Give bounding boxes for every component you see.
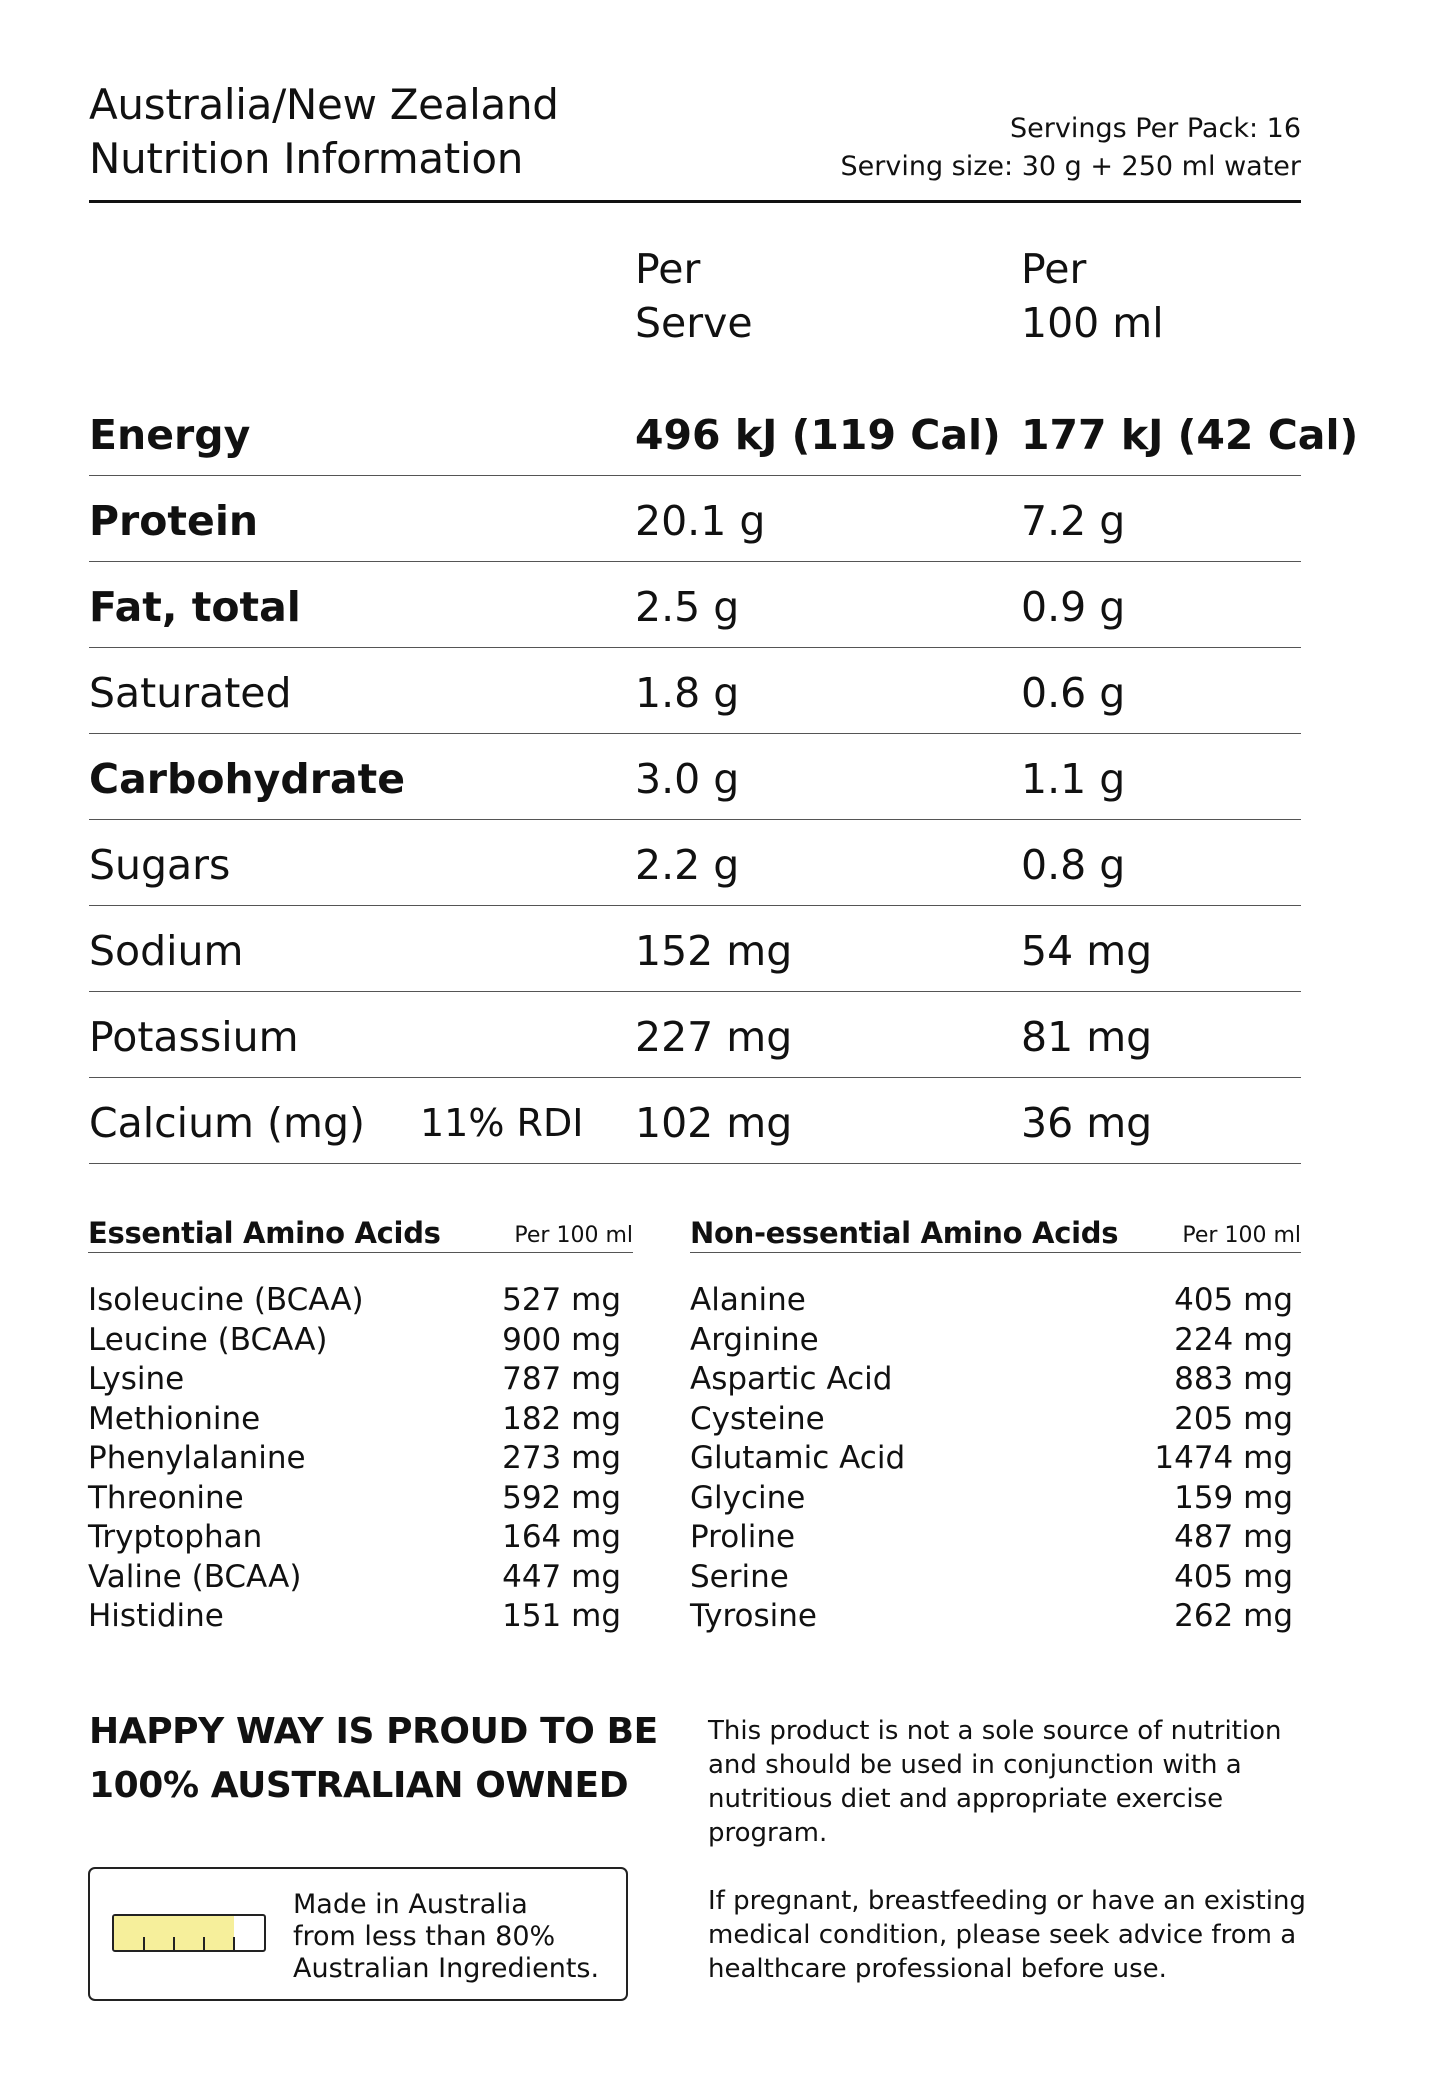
nutrient-label: Carbohydrate [89,755,406,803]
list-item [690,1597,1293,1637]
bar-tick [203,1937,205,1950]
disclaimer-paragraph-2: If pregnant, breastfeeding or have an existing medical condition, please seek advice from a healthcare professional before use. [708,1886,1306,1984]
column-heading-line: Per [1021,245,1087,293]
nutrient-label: Sugars [89,841,231,889]
nonessential-amino-unit: Per 100 ml [1182,1223,1301,1248]
list-item [88,1439,621,1479]
australian-ingredients-bar-icon [112,1914,266,1952]
per-serve-value: 2.2 g [635,841,740,889]
list-item [88,1518,621,1558]
servings-per-pack: Servings Per Pack: 16 [1010,113,1301,144]
per-100ml-value: 177 kJ (42 Cal) [1021,411,1359,459]
nutrient-label: Calcium (mg) [89,1099,365,1147]
header-divider [89,200,1301,203]
per-serve-value: 1.8 g [635,669,740,717]
per-serve-value: 20.1 g [635,497,766,545]
serving-info [841,110,1302,186]
made-line-2: from less than 80% [293,1921,556,1952]
per-100ml-value: 0.9 g [1021,583,1126,631]
nutrient-row-protein [89,475,1301,562]
essential-amino-header [88,1210,633,1253]
nonessential-amino-title: Non-essential Amino Acids [690,1216,1119,1250]
per-100ml-value: 7.2 g [1021,497,1126,545]
per-100ml-value: 0.8 g [1021,841,1126,889]
list-item [690,1281,1293,1321]
amino-value: 164 mg [502,1519,621,1555]
nutrient-label: Potassium [89,1013,299,1061]
amino-value: 787 mg [502,1361,621,1397]
nonessential-amino-list [690,1281,1293,1637]
list-item [690,1558,1293,1598]
list-item [690,1479,1293,1519]
amino-name: Methionine [88,1400,261,1437]
nutrient-label: Fat, total [89,583,301,631]
list-item [88,1479,621,1519]
amino-value: 487 mg [1174,1519,1293,1555]
amino-value: 592 mg [502,1479,621,1516]
amino-name: Glycine [690,1479,806,1516]
made-in-australia-text [293,1889,599,1985]
column-heading-per-serve [635,242,753,350]
title-line-2: Nutrition Information [89,134,524,183]
nutrient-label: Protein [89,497,259,545]
nutrient-row-calcium [89,1077,1301,1164]
nutrient-label: Energy [89,411,251,459]
per-serve-value: 2.5 g [635,583,740,631]
amino-value: 182 mg [502,1400,621,1437]
nutrient-row-sodium [89,905,1301,992]
amino-value: 527 mg [502,1282,621,1318]
amino-name: Tryptophan [88,1519,263,1555]
column-heading-per-100ml [1021,242,1164,350]
per-serve-value: 102 mg [635,1099,793,1147]
list-item [690,1400,1293,1440]
nutrient-row-carbohydrate [89,733,1301,820]
amino-name: Isoleucine (BCAA) [88,1282,364,1318]
nutrient-label: Sodium [89,927,244,975]
essential-amino-title: Essential Amino Acids [88,1216,441,1250]
essential-amino-list [88,1281,621,1637]
nutrient-row-fat-total [89,561,1301,648]
list-item [88,1321,621,1361]
serving-size: Serving size: 30 g + 250 ml water [840,151,1301,182]
proud-line-2: 100% AUSTRALIAN OWNED [89,1765,629,1806]
amino-value: 151 mg [502,1598,621,1634]
amino-name: Alanine [690,1282,806,1318]
list-item [690,1518,1293,1558]
amino-value: 1474 mg [1154,1440,1293,1476]
nutrient-row-energy [89,389,1359,476]
amino-value: 405 mg [1174,1558,1293,1595]
list-item [690,1360,1293,1400]
list-item [88,1281,621,1321]
disclaimer-paragraph-1: This product is not a sole source of nutrition and should be used in conjunction with a nutritious diet and appropriate exercise program. [708,1716,1282,1848]
amino-name: Serine [690,1558,789,1595]
amino-name: Tyrosine [690,1598,817,1634]
made-in-australia-label [88,1867,628,2001]
amino-name: Histidine [88,1598,224,1634]
panel-title [89,78,559,186]
amino-name: Phenylalanine [88,1440,306,1476]
made-line-1: Made in Australia [293,1889,528,1920]
per-serve-value: 152 mg [635,927,793,975]
amino-value: 447 mg [502,1558,621,1595]
nonessential-amino-header [690,1210,1301,1253]
per-100ml-value: 36 mg [1021,1099,1153,1147]
title-line-1: Australia/New Zealand [89,80,559,129]
amino-value: 224 mg [1174,1321,1293,1358]
bar-tick [173,1937,175,1950]
per-serve-value: 496 kJ (119 Cal) [635,411,1001,459]
amino-value: 900 mg [502,1321,621,1358]
per-100ml-value: 0.6 g [1021,669,1126,717]
per-serve-value: 227 mg [635,1013,793,1061]
proud-line-1: HAPPY WAY IS PROUD TO BE [89,1711,658,1752]
amino-name: Cysteine [690,1400,825,1437]
amino-value: 405 mg [1174,1282,1293,1318]
list-item [88,1558,621,1598]
column-heading-line: Per [635,245,701,293]
per-serve-value: 3.0 g [635,755,740,803]
list-item [690,1439,1293,1479]
bar-tick [143,1937,145,1950]
amino-name: Proline [690,1519,796,1555]
per-100ml-value: 54 mg [1021,927,1153,975]
nutrient-label: Saturated [89,669,292,717]
amino-name: Threonine [88,1479,244,1516]
bar-tick [233,1937,235,1950]
amino-name: Lysine [88,1361,185,1397]
amino-value: 883 mg [1174,1361,1293,1397]
nutrient-row-saturated [89,647,1301,734]
amino-value: 205 mg [1174,1400,1293,1437]
nutrient-row-sugars [89,819,1301,906]
list-item [88,1400,621,1440]
amino-value: 262 mg [1174,1598,1293,1634]
rdi-percent: 11% RDI [420,1101,584,1145]
nutrient-row-potassium [89,991,1301,1078]
made-line-3: Australian Ingredients. [293,1953,600,1984]
disclaimer [708,1714,1308,2020]
essential-amino-unit: Per 100 ml [514,1223,633,1248]
australian-owned-statement [89,1705,658,1813]
column-heading-line: Serve [635,299,753,347]
amino-value: 159 mg [1174,1479,1293,1516]
essential-amino-acids-table [88,1210,633,1637]
list-item [690,1321,1293,1361]
per-100ml-value: 81 mg [1021,1013,1153,1061]
amino-name: Arginine [690,1321,819,1358]
nonessential-amino-acids-table [690,1210,1301,1637]
amino-name: Valine (BCAA) [88,1558,302,1595]
amino-value: 273 mg [502,1440,621,1476]
amino-name: Leucine (BCAA) [88,1321,328,1358]
amino-name: Glutamic Acid [690,1440,906,1476]
per-100ml-value: 1.1 g [1021,755,1126,803]
list-item [88,1597,621,1637]
amino-name: Aspartic Acid [690,1361,893,1397]
column-heading-line: 100 ml [1021,299,1164,347]
list-item [88,1360,621,1400]
